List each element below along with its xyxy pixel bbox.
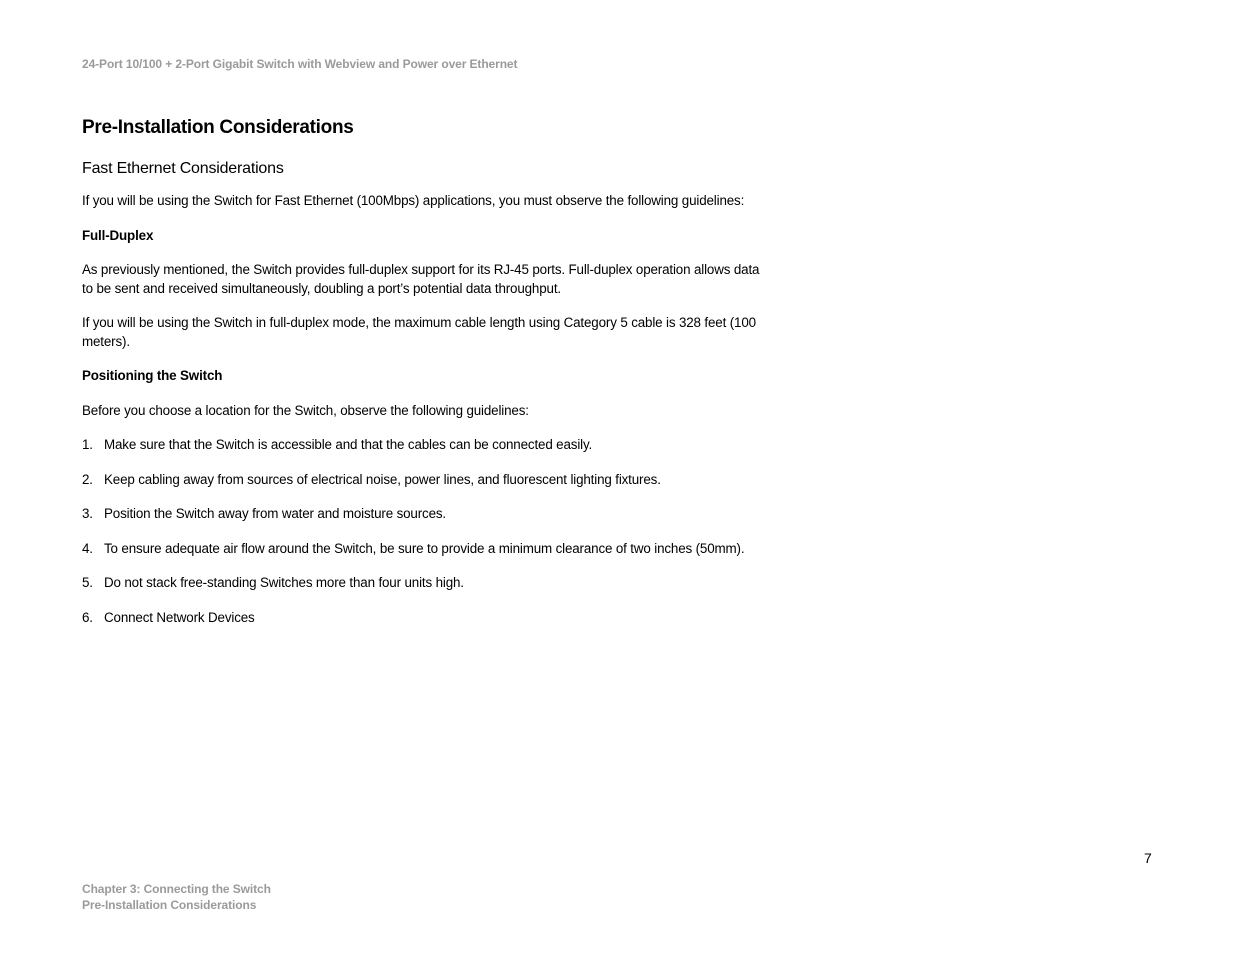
page-title: Pre-Installation Considerations (82, 117, 354, 138)
guidelines-list (82, 436, 762, 627)
full-duplex-heading: Full-Duplex (82, 227, 154, 243)
list-item-text: Make sure that the Switch is accessible and that the cables can be connected easily. (104, 437, 593, 452)
positioning-intro: Before you choose a location for the Switch, observe the following guidelines: (82, 402, 529, 418)
intro-paragraph: If you will be using the Switch for Fast Ethernet (100Mbps) applications, you must observe the following guidelines: (82, 193, 745, 208)
footer-chapter: Chapter 3: Connecting the Switch (82, 882, 271, 896)
full-duplex-paragraph-1: As previously mentioned, the Switch provides full-duplex support for its RJ-45 ports. Full-duplex operation allows data to be sent and received simultaneously, doubling a port’s potential data throughput. (82, 262, 760, 296)
list-item-text: Keep cabling away from sources of electrical noise, power lines, and fluorescent lighting fixtures. (104, 471, 661, 487)
main-content (82, 115, 762, 643)
list-item-number: 2. (82, 471, 93, 487)
list-item (82, 540, 762, 559)
list-item-number: 4. (82, 540, 93, 556)
list-item (82, 505, 762, 524)
page-number: 7 (1144, 850, 1152, 866)
list-item-number: 1. (82, 437, 93, 452)
list-item (82, 436, 762, 455)
page-footer (82, 881, 271, 913)
list-item-number: 5. (82, 575, 93, 590)
section-title: Fast Ethernet Considerations (82, 160, 284, 177)
list-item-number: 3. (82, 506, 93, 521)
running-header: 24-Port 10/100 + 2-Port Gigabit Switch with Webview and Power over Ethernet (82, 57, 518, 71)
full-duplex-paragraph-2: If you will be using the Switch in full-duplex mode, the maximum cable length using Category 5 cable is 328 feet (100 meters). (82, 315, 756, 349)
list-item-number: 6. (82, 609, 93, 625)
positioning-heading: Positioning the Switch (82, 368, 223, 383)
list-item-text: Connect Network Devices (104, 609, 255, 625)
list-item-text: Position the Switch away from water and moisture sources. (104, 506, 446, 521)
list-item-text: To ensure adequate air flow around the Switch, be sure to provide a minimum clearance of two inches (50mm). (104, 540, 745, 556)
list-item (82, 574, 762, 593)
footer-section: Pre-Installation Considerations (82, 898, 257, 912)
list-item (82, 471, 762, 490)
list-item (82, 609, 762, 628)
list-item-text: Do not stack free-standing Switches more than four units high. (104, 575, 464, 590)
